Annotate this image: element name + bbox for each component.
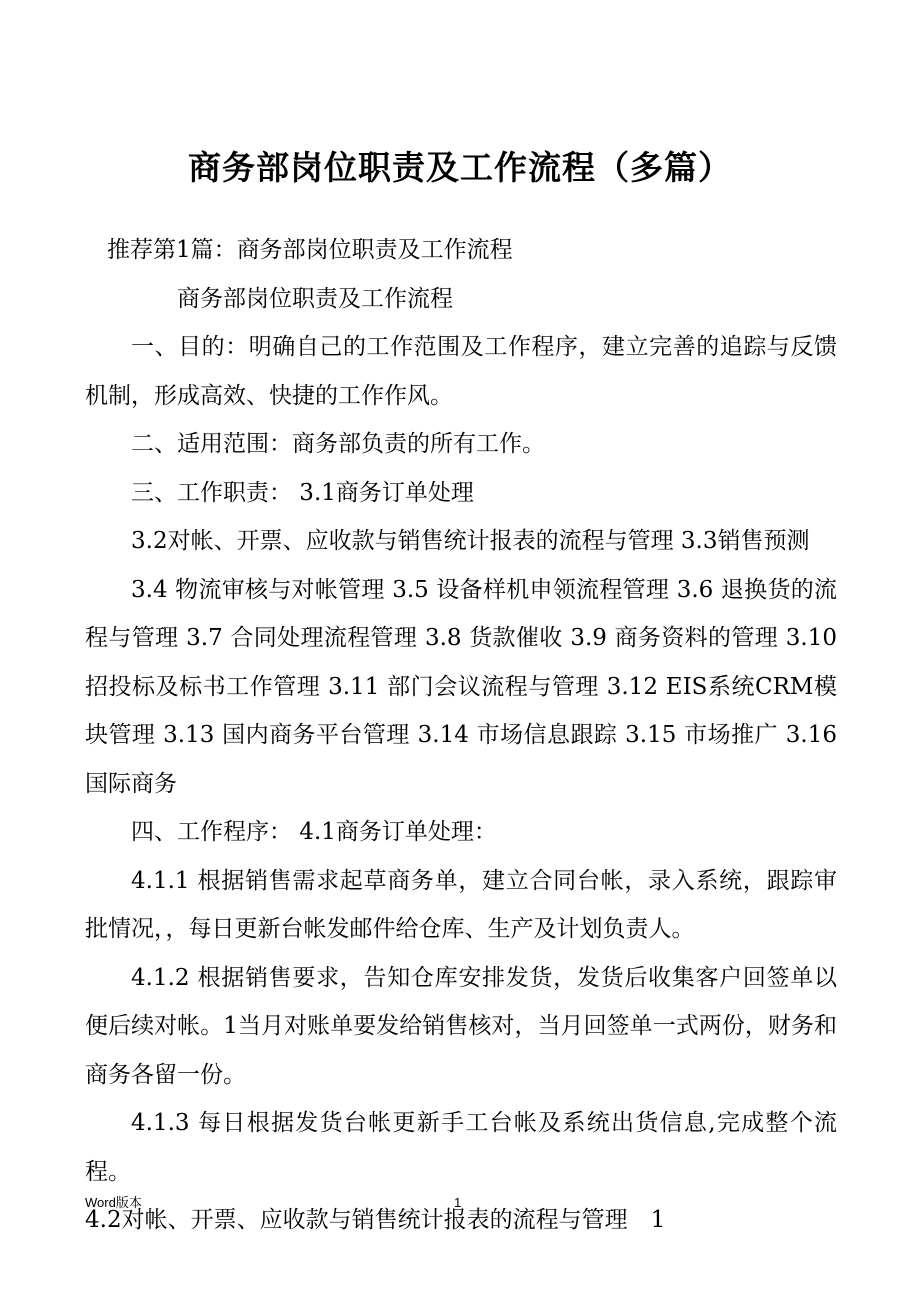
document-body (85, 226, 837, 1245)
paragraph-duties-list: 3.4 物流审核与对帐管理 3.5 设备样机申领流程管理 3.6 退换货的流程与管理 3.7 合同处理流程管理 3.8 货款催收 3.9 商务资料的管理 3.10 招投标及标书工作管理 3.11 部门会议流程与管理 3.12 EIS系统CRM模块管理 3.13 国内商务平台管理 3.14 市场信息跟踪 3.15 市场推广 3.16 国际商务 (85, 576, 837, 797)
footer-label: Word版本 (85, 1195, 142, 1210)
paragraph-scope: 二、适用范围：商务部负责的所有工作。 (131, 431, 545, 457)
page-number: 1 (454, 1195, 462, 1210)
paragraph-procedures: 四、工作程序： 4.1商务订单处理： (131, 819, 497, 845)
paragraph-4-2: 4.2对帐、开票、应收款与销售统计报表的流程与管理 1 (85, 1207, 666, 1233)
paragraph-duties-3-2: 3.2对帐、开票、应收款与销售统计报表的流程与管理 3.3销售预测 (131, 528, 810, 554)
document-title: 商务部岗位职责及工作流程（多篇） (188, 148, 732, 187)
paragraph-4-1-3: 4.1.3 每日根据发货台帐更新手工台帐及系统出货信息,完成整个流程。 (85, 1110, 837, 1185)
section-subtitle: 商务部岗位职责及工作流程 (177, 285, 453, 312)
recommendation-heading: 推荐第1篇：商务部岗位职责及工作流程 (107, 237, 513, 263)
paragraph-purpose: 一、目的：明确自己的工作范围及工作程序，建立完善的追踪与反馈机制，形成高效、快捷的工作作风。 (85, 334, 837, 409)
paragraph-4-1-2: 4.1.2 根据销售要求，告知仓库安排发货，发货后收集客户回签单以便后续对帐。1当月对账单要发给销售核对，当月回签单一式两份，财务和商务各留一份。 (85, 964, 837, 1088)
paragraph-4-1-1: 4.1.1 根据销售需求起草商务单，建立合同台帐，录入系统，跟踪审批情况，，每日更新台帐发邮件给仓库、生产及计划负责人。 (85, 867, 837, 942)
paragraph-duties: 三、工作职责： 3.1商务订单处理 (131, 479, 474, 506)
